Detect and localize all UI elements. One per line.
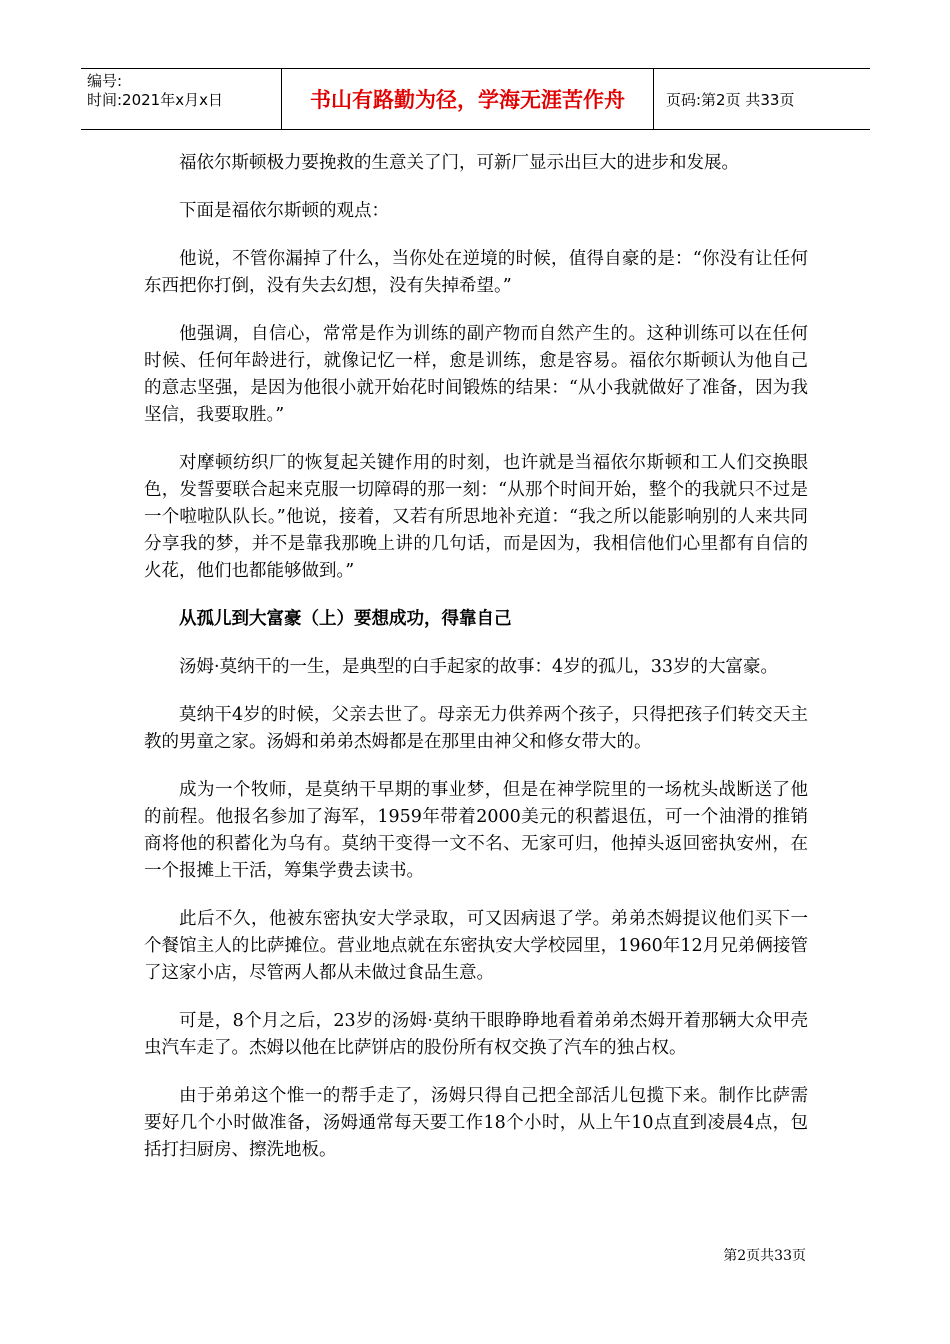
time-label: 时间:2021年x月x日 [87,91,223,109]
paragraph: 由于弟弟这个惟一的帮手走了，汤姆只得自己把全部活儿包揽下来。制作比萨需要好几个小时做准备，汤姆通常每天要工作18个小时，从上午10点直到凌晨4点，包括打扫厨房、擦洗地板。 [144,1086,808,1160]
number-label: 编号: [87,72,123,90]
header-meta [81,69,281,129]
paragraph: 他强调，自信心，常常是作为训练的副产物而自然产生的。这种训练可以在任何时候、任何年龄进行，就像记忆一样，愈是训练，愈是容易。福依尔斯顿认为他自己的意志坚强，是因为他很小就开始花时间锻炼的结果：“从小我就做好了准备，因为我坚信，我要取胜。” [144,324,808,425]
paragraph: 可是，8个月之后，23岁的汤姆·莫纳干眼睁睁地看着弟弟杰姆开着那辆大众甲壳虫汽车走了。杰姆以他在比萨饼店的股份所有权交换了汽车的独占权。 [144,1011,808,1058]
paragraph: 汤姆·莫纳干的一生，是典型的白手起家的故事：4岁的孤儿，33岁的大富豪。 [179,657,778,677]
header-page-label: 页码:第2页 共33页 [666,90,795,109]
paragraph: 下面是福依尔斯顿的观点： [179,201,389,221]
header-motto: 书山有路勤为径，学海无涯苦作舟 [281,69,654,129]
paragraph: 对摩顿纺织厂的恢复起关键作用的时刻，也许就是当福依尔斯顿和工人们交换眼色，发誓要联合起来克服一切障碍的那一刻：“从那个时间开始，整个的我就只不过是一个啦啦队队长。”他说，接着，又若有所思地补充道：“我之所以能影响别的人来共同分享我的梦，并不是靠我那晚上讲的几句话，而是因为，我相信他们心里都有自信的火花，他们也都能够做到。” [144,453,808,581]
section-heading: 从孤儿到大富豪（上）要想成功，得靠自己 [179,609,512,629]
paragraph: 他说，不管你漏掉了什么，当你处在逆境的时候，值得自豪的是：“你没有让任何东西把你打倒，没有失去幻想，没有失掉希望。” [144,249,808,296]
paragraph: 此后不久，他被东密执安大学录取，可又因病退了学。弟弟杰姆提议他们买下一个餐馆主人的比萨摊位。营业地点就在东密执安大学校园里，1960年12月兄弟俩接管了这家小店，尽管两人都从未做过食品生意。 [144,909,808,983]
document-body [144,150,808,1185]
paragraph: 莫纳干4岁的时候，父亲去世了。母亲无力供养两个孩子，只得把孩子们转交天主教的男童之家。汤姆和弟弟杰姆都是在那里由神父和修女带大的。 [144,705,808,752]
footer-page-number: 第2页共33页 [723,1248,806,1264]
page-header [81,68,870,130]
paragraph: 成为一个牧师，是莫纳干早期的事业梦，但是在神学院里的一场枕头战断送了他的前程。他报名参加了海军，1959年带着2000美元的积蓄退伍，可一个油滑的推销商将他的积蓄化为乌有。莫纳干变得一文不名、无家可归，他掉头返回密执安州，在一个报摊上干活，筹集学费去读书。 [144,780,808,881]
paragraph: 福依尔斯顿极力要挽救的生意关了门，可新厂显示出巨大的进步和发展。 [179,153,739,173]
